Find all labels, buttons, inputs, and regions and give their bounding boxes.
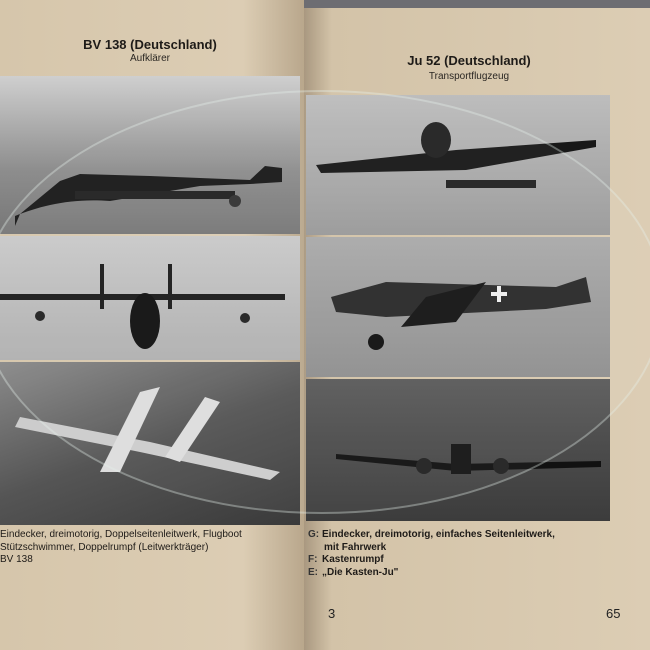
caption-e	[308, 566, 555, 580]
right-page	[304, 8, 650, 650]
left-page	[0, 0, 304, 650]
caption-line: BV 138	[0, 554, 33, 565]
caption-line: Eindecker, dreimotorig, Doppelseitenleitwerk, Flugboot	[0, 529, 242, 540]
photo-ju52-side	[306, 237, 610, 377]
photo-bv138-front	[0, 236, 300, 360]
caption-line: mit Fahrwerk	[324, 541, 387, 553]
left-page-number: 3	[328, 606, 336, 621]
caption-f	[308, 554, 555, 567]
caption-line: Stützschwimmer, Doppelrumpf (Leitwerkträger)	[0, 541, 209, 553]
photo-ju52-rear	[306, 379, 610, 521]
right-caption	[308, 529, 555, 579]
caption-label: E:	[308, 566, 318, 578]
caption-label: G:	[308, 529, 320, 540]
caption-line: Kastenrumpf	[322, 554, 384, 565]
right-page-number: 65	[606, 606, 621, 621]
photo-bv138-side	[0, 76, 300, 234]
right-page-subtitle: Transportflugzeug	[428, 71, 510, 82]
left-page-title: BV 138 (Deutschland)	[83, 37, 217, 52]
caption-label: F:	[308, 554, 318, 565]
caption-line: „Die Kasten-Ju"	[322, 566, 399, 578]
left-page-subtitle: Aufklärer	[129, 53, 170, 64]
right-page-title: Ju 52 (Deutschland)	[407, 53, 531, 68]
caption-g	[308, 529, 555, 542]
photo-ju52-front	[306, 95, 610, 235]
photo-bv138-over-sea	[0, 362, 300, 525]
caption-line: Eindecker, dreimotorig, einfaches Seitenleitwerk,	[322, 529, 555, 540]
left-caption	[0, 529, 242, 567]
